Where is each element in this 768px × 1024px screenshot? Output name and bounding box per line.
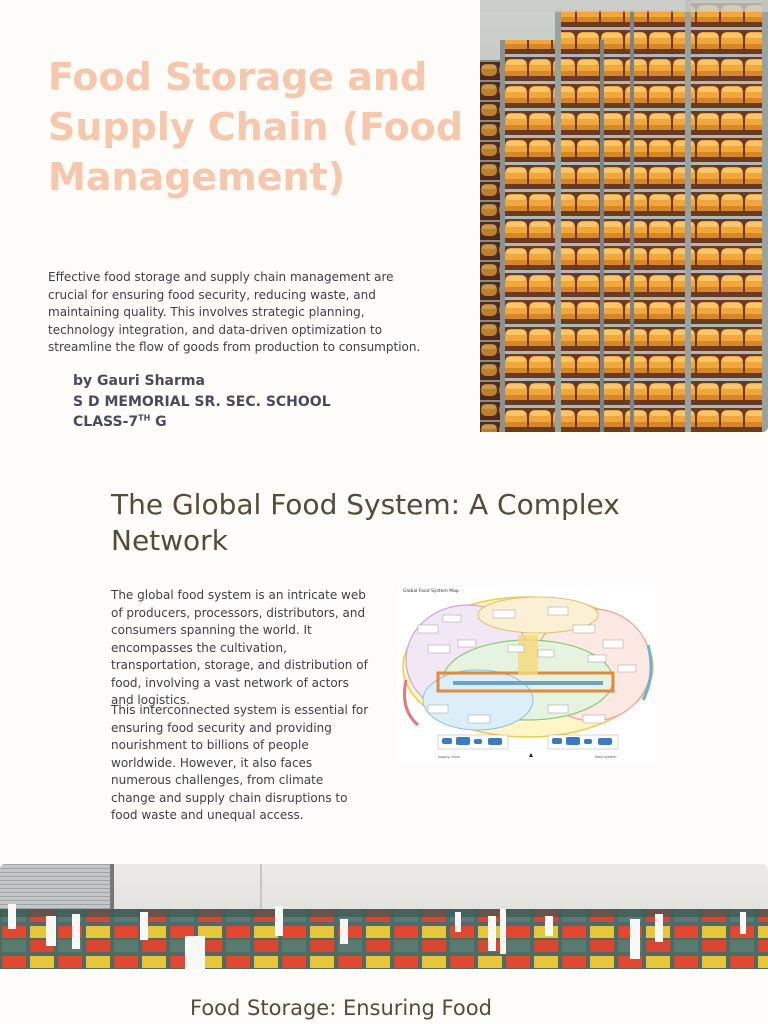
- slide-title: Food Storage and Supply Chain (Food Management): [48, 55, 463, 199]
- class-suffix: G: [150, 414, 167, 430]
- map-left-caption: supply chain: [438, 755, 461, 759]
- produce-crates-warehouse-photo: [0, 864, 768, 969]
- food-storage-heading: Food Storage: Ensuring Food: [190, 996, 492, 1020]
- warehouse-cheese-shelves-photo: [480, 0, 768, 432]
- map-title: Global Food System Map: [403, 589, 459, 594]
- byline-block: [73, 371, 393, 433]
- global-food-system-heading: The Global Food System: A Complex Network: [111, 488, 620, 557]
- class-superscript: TH: [138, 413, 151, 423]
- class-line: [73, 412, 393, 433]
- global-food-system-paragraph-1: The global food system is an intricate web of producers, processors, distributors, and consumers spanning the world. It encompasses the cultivation, transportation, storage, and distribution of food, involving a vast network of actors and logistics.: [111, 588, 368, 707]
- class-prefix: CLASS-7: [73, 414, 139, 430]
- crates-photo-svg: [0, 864, 768, 969]
- school-line: S D MEMORIAL SR. SEC. SCHOOL: [73, 393, 331, 410]
- food-system-map-svg: [398, 585, 656, 763]
- map-right-caption: food system: [595, 755, 617, 759]
- intro-paragraph: Effective food storage and supply chain management are crucial for ensuring food security, reducing waste, and maintaining quality. This involves strategic planning, technology integration, and data-driven optimization to streamline the flow of goods from production to consumption.: [48, 270, 421, 354]
- global-food-system-map: [398, 585, 656, 763]
- global-food-system-paragraph-2: This interconnected system is essential for ensuring food security and providing nourishment to billions of people worldwide. However, it also faces numerous challenges, from climate change and supply chain disruptions to food waste and unequal access.: [111, 703, 369, 822]
- title-slide: [0, 0, 768, 432]
- warehouse-photo-svg: [480, 0, 768, 432]
- author-line: by Gauri Sharma: [73, 373, 205, 389]
